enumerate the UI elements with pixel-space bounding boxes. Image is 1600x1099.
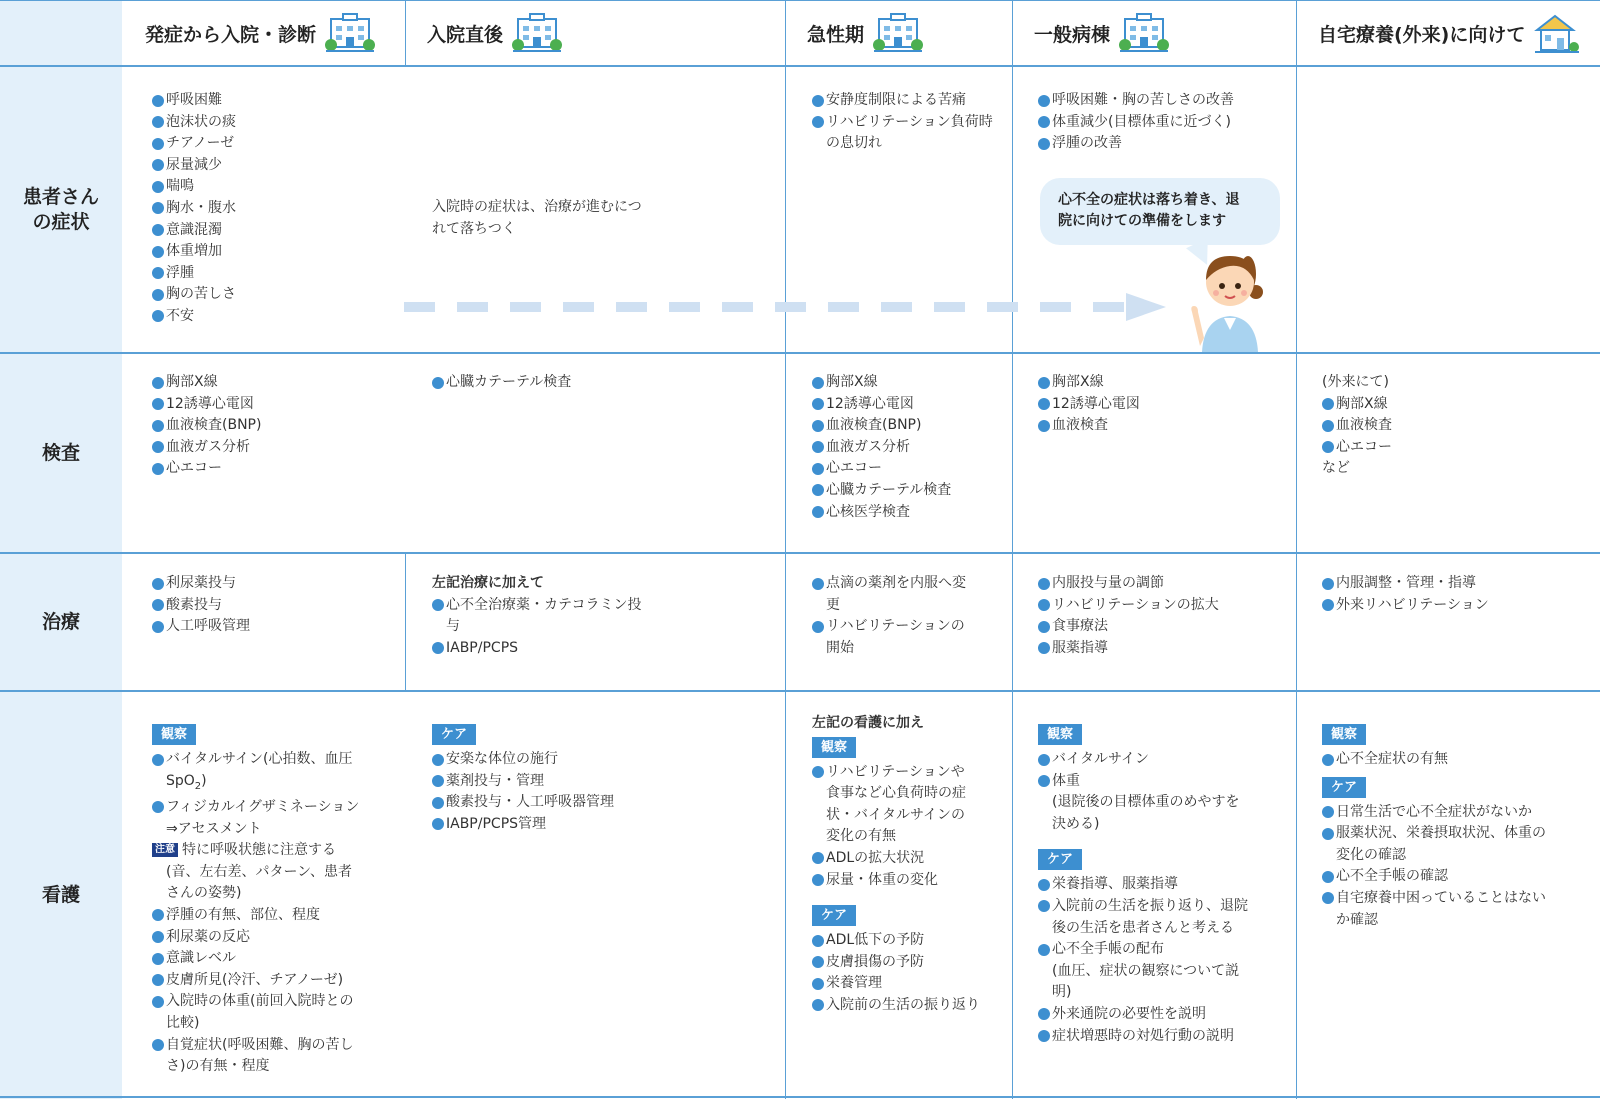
list-item: 心不全手帳の配布	[1038, 939, 1288, 961]
treatment-home-cell	[1322, 573, 1592, 616]
list-item-continuation: SpO$_2$)	[166, 772, 207, 792]
list-item: 皮膚所見(冷汗、チアノーゼ)	[152, 970, 392, 992]
list-item: 酸素投与	[152, 595, 392, 617]
grid-line	[0, 552, 1600, 554]
tag-note: 注意	[152, 843, 178, 857]
list-item-continuation: 状・バイタルサインの	[826, 806, 966, 823]
grid-line	[1012, 0, 1013, 1099]
bubble-text-line2: 院に向けての準備をします	[1058, 213, 1226, 229]
list-item-continuation: (音、左右差、パターン、患者	[166, 863, 353, 880]
list-item: 胸部X線	[152, 372, 392, 394]
list-item: 心不全症状の有無	[1322, 749, 1592, 771]
treatment-onset-cell	[152, 573, 392, 638]
list-item: 呼吸困難・胸の苦しさの改善	[1038, 90, 1288, 112]
note-item: 注意 特に呼吸状態に注意する	[152, 840, 392, 862]
list-item: 胸部X線	[1038, 372, 1288, 394]
list-item: 服薬状況、栄養摂取状況、体重の	[1322, 823, 1592, 845]
list-item-continuation: 後の生活を患者さんと考える	[1052, 919, 1234, 936]
tag-observe: 観察	[1322, 724, 1366, 745]
grid-line	[405, 0, 406, 66]
list-item: 尿量・体重の変化	[812, 870, 1002, 892]
house-icon	[1533, 12, 1581, 54]
list-item: 食事療法	[1038, 616, 1288, 638]
list-item: 症状増悪時の対処行動の説明	[1038, 1026, 1288, 1048]
list-item: バイタルサイン	[1038, 749, 1288, 771]
nursing-acute-head: 左記の看護に加え	[812, 715, 924, 731]
tests-acute-cell	[812, 372, 1002, 523]
list-item: リハビリテーションの拡大	[1038, 595, 1288, 617]
grid-line	[0, 1096, 1600, 1098]
list-item: 12誘導心電図	[1038, 394, 1288, 416]
list-item: 12誘導心電図	[152, 394, 392, 416]
grid-line	[1296, 0, 1297, 1099]
list-item: 酸素投与・人工呼吸器管理	[432, 792, 772, 814]
list-item: 胸の苦しさ	[152, 284, 392, 306]
list-item: 体重減少(目標体重に近づく)	[1038, 112, 1288, 134]
list-item: 心不全治療薬・カテコラミン投	[432, 595, 772, 617]
list-item: 外来リハビリテーション	[1322, 595, 1592, 617]
list-item: 体重増加	[152, 241, 392, 263]
list-item: 胸部X線	[812, 372, 1002, 394]
nursing-acute-cell	[812, 713, 1002, 1017]
tests-home-post: など	[1322, 460, 1350, 477]
list-item: 内服投与量の調節	[1038, 573, 1288, 595]
tag-care: ケア	[1322, 777, 1366, 798]
treatment-admission-cell	[432, 573, 772, 659]
tests-onset-cell	[152, 372, 392, 480]
list-item: 心エコー	[1322, 437, 1592, 459]
list-item: 栄養管理	[812, 973, 1002, 995]
row-label-treatment	[0, 553, 122, 691]
list-item-continuation: 変化の有無	[826, 828, 896, 845]
list-item: 血液ガス分析	[812, 437, 1002, 459]
list-item: 浮腫	[152, 263, 392, 285]
tag-observe: 観察	[1038, 724, 1082, 745]
treatment-ward-cell	[1038, 573, 1288, 659]
row-label-symptoms-line1: 患者さん	[22, 185, 99, 208]
list-item: 血液検査(BNP)	[812, 415, 1002, 437]
list-item: 心不全手帳の確認	[1322, 866, 1592, 888]
list-item: 外来通院の必要性を説明	[1038, 1004, 1288, 1026]
row-label-symptoms-line2: の症状	[32, 210, 90, 233]
list-item: 12誘導心電図	[812, 394, 1002, 416]
list-item: 入院時の体重(前回入院時との	[152, 991, 392, 1013]
list-item-continuation: 決める)	[1052, 815, 1100, 832]
list-item: IABP/PCPS管理	[432, 814, 772, 836]
nursing-ward-cell	[1038, 718, 1288, 1047]
list-item-continuation: ⇒アセスメント	[166, 820, 262, 837]
list-item: 入院前の生活を振り返り、退院	[1038, 896, 1288, 918]
list-item: 日常生活で心不全症状がないか	[1322, 802, 1592, 824]
list-item: 利尿薬の反応	[152, 927, 392, 949]
grid-line	[0, 65, 1600, 67]
tests-home-cell	[1322, 372, 1592, 480]
list-item-continuation: 与	[446, 618, 460, 635]
grid-line	[0, 0, 1600, 1]
symptoms-admission-text-line2: れて落ちつく	[432, 220, 516, 237]
grid-line	[785, 0, 786, 1099]
row-label-treatment-text: 治療	[41, 610, 80, 633]
tests-ward-cell	[1038, 372, 1288, 437]
tests-home-pre: (外来にて)	[1322, 374, 1389, 390]
list-item: リハビリテーションや	[812, 762, 1002, 784]
list-item: 不安	[152, 306, 392, 328]
list-item: 喘鳴	[152, 176, 392, 198]
list-item: 心臓カテーテル検査	[812, 480, 1002, 502]
nursing-admission-cell	[432, 718, 772, 835]
row-label-tests-text: 検査	[41, 441, 80, 464]
list-item-continuation: か確認	[1336, 911, 1378, 928]
row-label-tests	[0, 353, 122, 553]
row-label-nursing-text: 看護	[41, 883, 80, 906]
list-item: 血液検査(BNP)	[152, 415, 392, 437]
list-item: リハビリテーションの	[812, 616, 1002, 638]
list-item: 心エコー	[812, 458, 1002, 480]
row-label-nursing	[0, 691, 122, 1099]
list-item: 心エコー	[152, 458, 392, 480]
nurse-illustration	[1180, 246, 1280, 352]
list-item: 利尿薬投与	[152, 573, 392, 595]
tests-admission-cell	[432, 372, 772, 394]
list-item-continuation: 開始	[826, 639, 854, 656]
list-item: リハビリテーション負荷時の息切れ	[812, 112, 1002, 155]
list-item: 胸水・腹水	[152, 198, 392, 220]
list-item: 内服調整・管理・指導	[1322, 573, 1592, 595]
list-item-continuation: 明)	[1052, 984, 1072, 1001]
header-general-ward	[1034, 0, 1170, 66]
header-onset	[145, 0, 376, 66]
header-onset-label: 発症から入院・診断	[145, 23, 317, 46]
header-home-care-label: 自宅療養(外来)に向けて	[1318, 23, 1526, 46]
list-item: 呼吸困難	[152, 90, 392, 112]
nurse-speech-bubble	[1040, 178, 1280, 245]
list-item: 血液検査	[1038, 415, 1288, 437]
list-item: 意識レベル	[152, 948, 392, 970]
bubble-text-line1: 心不全の症状は落ち着き、退	[1058, 192, 1240, 208]
hospital-icon	[872, 13, 924, 53]
list-item: 意識混濁	[152, 220, 392, 242]
hospital-icon	[511, 13, 563, 53]
header-acute-label: 急性期	[807, 23, 865, 46]
list-item: 皮膚損傷の予防	[812, 952, 1002, 974]
list-item: 心核医学検査	[812, 502, 1002, 524]
list-item: チアノーゼ	[152, 133, 392, 155]
nursing-home-cell	[1322, 718, 1592, 931]
progress-arrow	[404, 292, 1170, 322]
list-item-continuation: 更	[826, 596, 840, 613]
tag-care: ケア	[1038, 849, 1082, 870]
list-item-continuation: 食事など心負荷時の症	[826, 785, 966, 802]
list-item: 入院前の生活の振り返り	[812, 995, 1002, 1017]
grid-line	[0, 690, 1600, 692]
hospital-icon	[324, 13, 376, 53]
header-admission-label: 入院直後	[427, 23, 504, 46]
header-corner	[0, 0, 122, 66]
symptoms-onset-cell	[152, 90, 392, 328]
list-item: 血液ガス分析	[152, 437, 392, 459]
list-item: 血液検査	[1322, 415, 1592, 437]
tag-care: ケア	[812, 905, 856, 926]
list-item: ADL低下の予防	[812, 930, 1002, 952]
list-item: フィジカルイグザミネーション	[152, 797, 392, 819]
symptoms-admission-cell	[432, 197, 772, 240]
list-item: 人工呼吸管理	[152, 616, 392, 638]
list-item: 泡沫状の痰	[152, 112, 392, 134]
symptoms-admission-text-line1: 入院時の症状は、治療が進むにつ	[432, 199, 642, 215]
header-acute	[807, 0, 924, 66]
list-item: 尿量減少	[152, 155, 392, 177]
tag-care: ケア	[432, 724, 476, 745]
tag-observe: 観察	[152, 724, 196, 745]
list-item: 体重	[1038, 771, 1288, 793]
list-item: 心臓カテーテル検査	[432, 372, 772, 394]
list-item: 自覚症状(呼吸困難、胸の苦し	[152, 1035, 392, 1057]
list-item-continuation: (血圧、症状の観察について説	[1052, 962, 1240, 979]
list-item: 点滴の薬剤を内服へ変	[812, 573, 1002, 595]
symptoms-ward-cell	[1038, 90, 1288, 155]
list-item-continuation: (退院後の目標体重のめやすを	[1052, 794, 1240, 811]
list-item-continuation: さんの姿勢)	[166, 885, 242, 902]
list-item: 浮腫の有無、部位、程度	[152, 905, 392, 927]
grid-line	[0, 352, 1600, 354]
tag-observe: 観察	[812, 737, 856, 758]
symptoms-acute-cell	[812, 90, 1002, 155]
list-item: IABP/PCPS	[432, 638, 772, 660]
nursing-onset-cell	[152, 718, 392, 1078]
list-item: バイタルサイン(心拍数、血圧	[152, 749, 392, 771]
list-item-continuation: 比較)	[166, 1014, 200, 1031]
header-general-ward-label: 一般病棟	[1034, 23, 1111, 46]
list-item: 栄養指導、服薬指導	[1038, 874, 1288, 896]
list-item: 服薬指導	[1038, 638, 1288, 660]
list-item: ADLの拡大状況	[812, 848, 1002, 870]
hospital-icon	[1118, 13, 1170, 53]
header-admission	[427, 0, 563, 66]
treatment-admission-head: 左記治療に加えて	[432, 575, 544, 591]
list-item: 自宅療養中困っていることはない	[1322, 888, 1592, 910]
treatment-acute-cell	[812, 573, 1002, 659]
list-item: 安静度制限による苦痛	[812, 90, 1002, 112]
list-item-continuation: さ)の有無・程度	[166, 1058, 270, 1075]
row-label-symptoms	[0, 66, 122, 353]
list-item: 安楽な体位の施行	[432, 749, 772, 771]
grid-line	[405, 553, 406, 691]
list-item: 胸部X線	[1322, 394, 1592, 416]
list-item-continuation: 変化の確認	[1336, 846, 1406, 863]
list-item: 浮腫の改善	[1038, 133, 1288, 155]
list-item: 薬剤投与・管理	[432, 771, 772, 793]
header-home-care	[1318, 0, 1581, 66]
